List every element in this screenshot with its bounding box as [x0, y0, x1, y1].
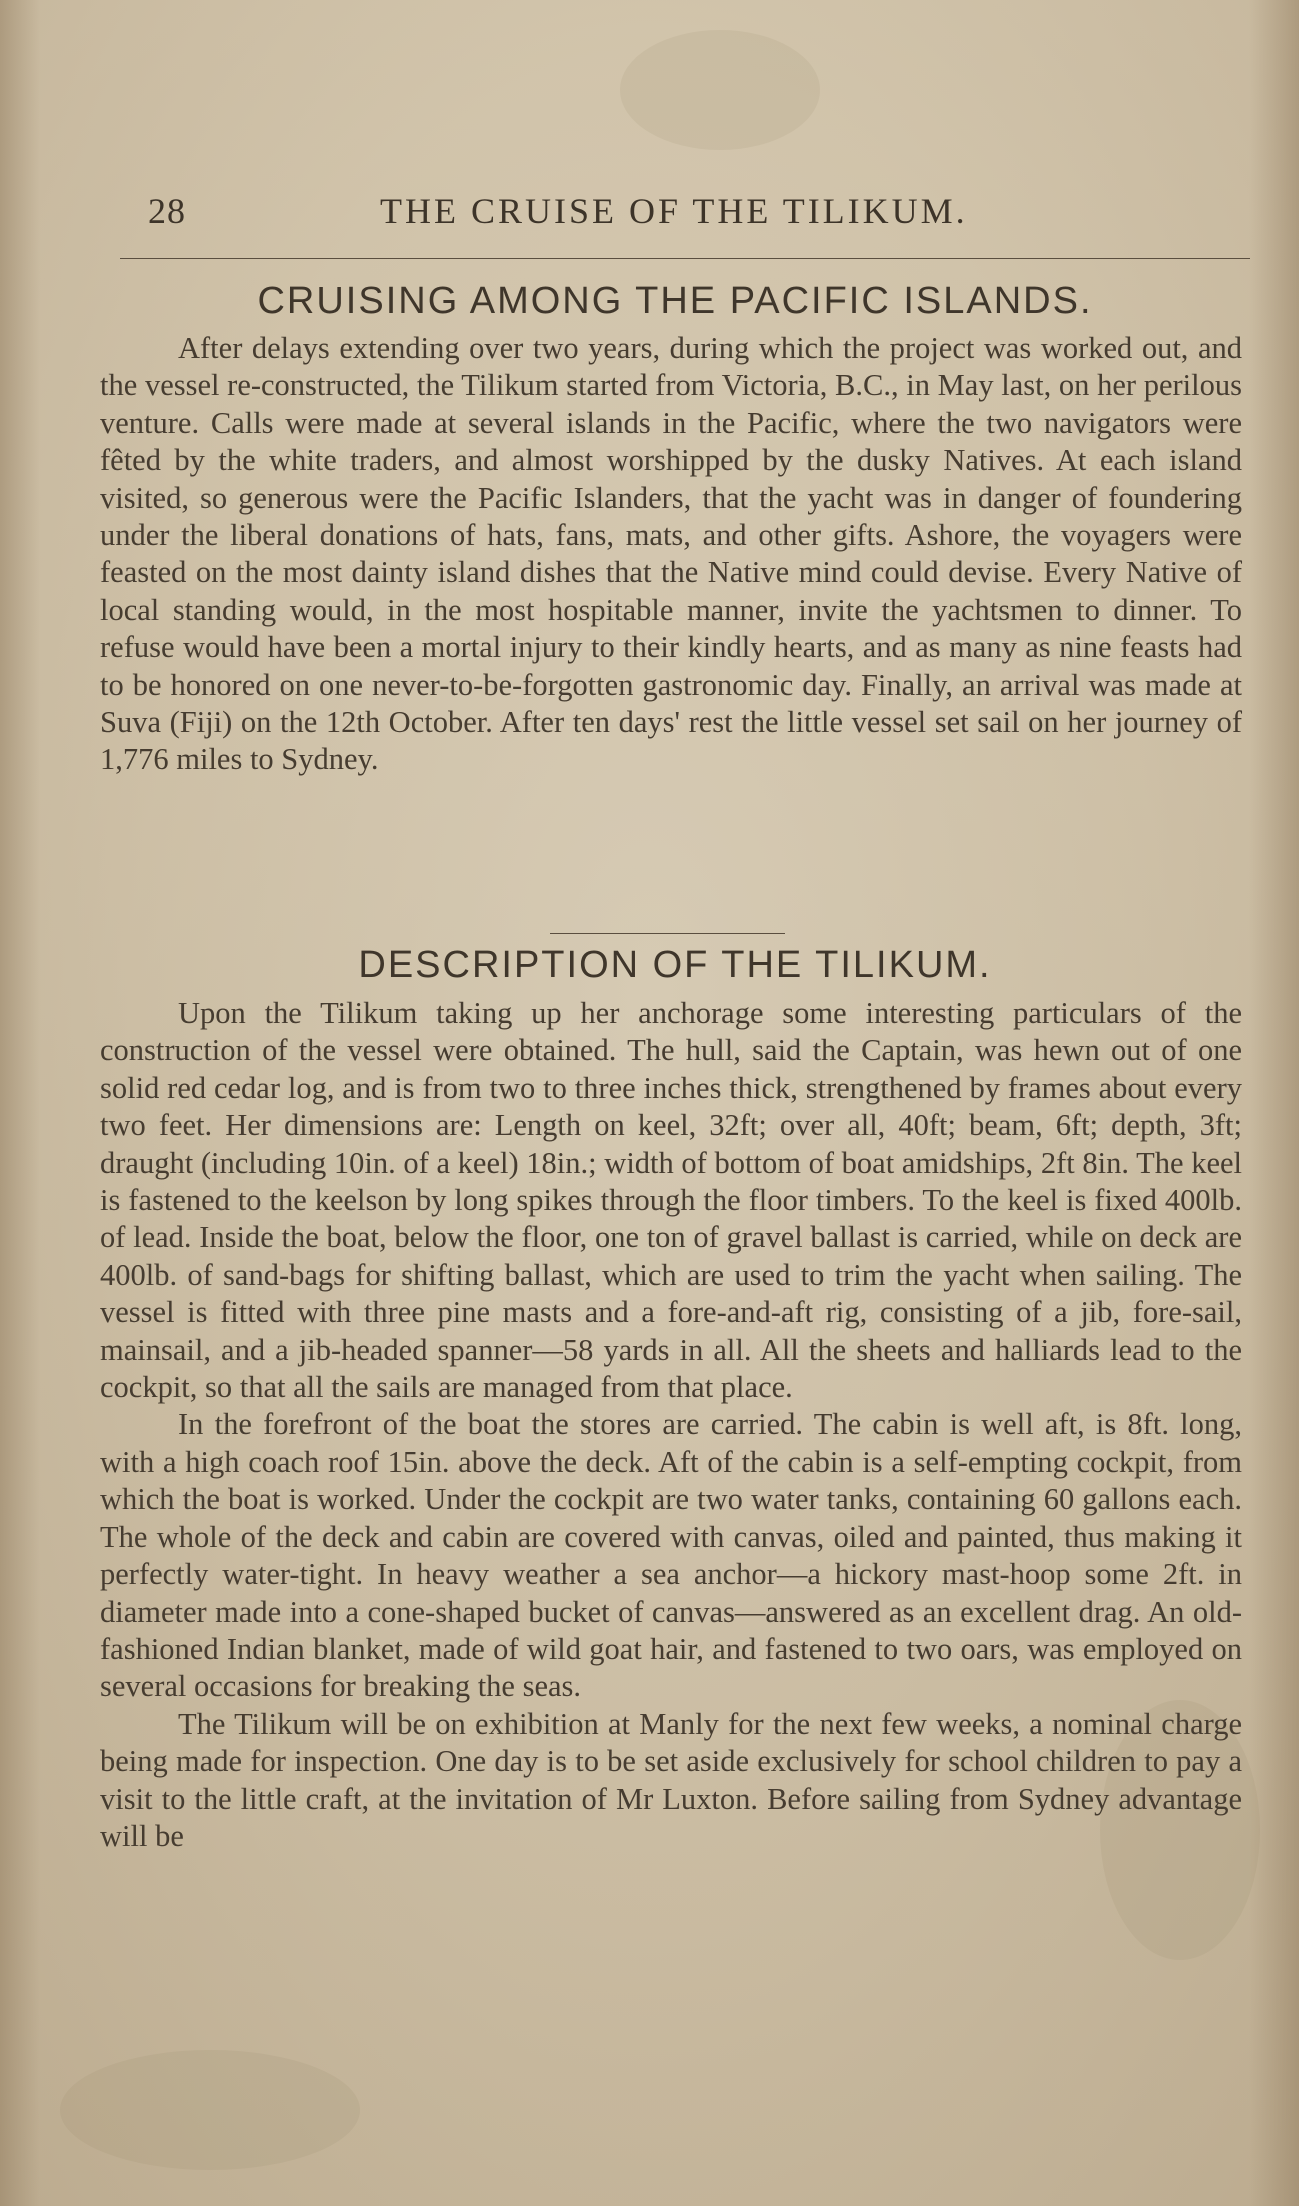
paragraph: Upon the Tilikum taking up her anchorage some interesting particulars of the construction of the vessel were obtained. The hull, said the Captain, was hewn out of one solid red cedar log, and is from two to three inches thick, strengthened by frames about every two feet. Her dimensions are: Length on keel, 32ft; over all, 40ft; beam, 6ft; depth, 3ft; draught (including 10in. of a keel) 18in.; width of bottom of boat amidships, 2ft 8in. The keel is fastened to the keelson by long spikes through the floor timbers. To the keel is fixed 400lb. of lead. Inside the boat, below the floor, one ton of gravel ballast is carried, while on deck are 400lb. of sand-bags for shifting ballast, which are used to trim the yacht when sailing. The vessel is fitted with three pine masts and a fore-and-aft rig, consisting of a jib, fore-sail, mainsail, and a jib-headed spanner—58 yards in all. All the sheets and halliards lead to the cockpit, so that all the sails are managed from that place.	[100, 996, 1242, 1405]
page-edge-left-shadow	[0, 0, 40, 2206]
section-body	[100, 330, 1242, 779]
paragraph: The Tilikum will be on exhibition at Manly for the next few weeks, a nominal charge being made for inspection. One day is to be set aside exclusively for school children to pay a visit to the little craft, at the invitation of Mr Luxton. Before sailing from Sydney advantage will be	[100, 1706, 1242, 1853]
paragraph: In the forefront of the boat the stores are carried. The cabin is well aft, is 8ft. long, with a high coach roof 15in. above the deck. Aft of the cabin is a self-empting cockpit, from which the boat is worked. Under the cockpit are two water tanks, containing 60 gallons each. The whole of the deck and cabin are covered with canvas, oiled and painted, thus making it perfectly water-tight. In heavy weather a sea anchor—a hickory mast-hoop some 2ft. in diameter made into a cone-shaped bucket of canvas—answered as an excellent drag. An old-fashioned Indian blanket, made of wild goat hair, and fastened to two oars, was employed on several occasions for breaking the seas.	[100, 1407, 1242, 1704]
section-divider	[550, 933, 785, 934]
page-number: 28	[148, 191, 186, 231]
running-head: THE CRUISE OF THE TILIKUM.	[380, 191, 968, 231]
paper-stain	[620, 30, 820, 150]
page-edge-right-shadow	[1249, 0, 1299, 2206]
paragraph: After delays extending over two years, during which the project was worked out, and the vessel re-constructed, the Tilikum started from Victoria, B.C., in May last, on her perilous venture. Calls were made at several islands in the Pacific, where the two navigators were fêted by the white traders, and almost worshipped by the dusky Natives. At each island visited, so generous were the Pacific Islanders, that the yacht was in danger of foundering under the liberal donations of hats, fans, mats, and other gifts. Ashore, the voyagers were feasted on the most dainty island dishes that the Native mind could devise. Every Native of local standing would, in the most hospitable manner, invite the yachtsmen to dinner. To refuse would have been a mortal injury to their kindly hearts, and as many as nine feasts had to be honored on one never-to-be-forgotten gastronomic day. Finally, an arrival was made at Suva (Fiji) on the 12th October. After ten days' rest the little vessel set sail on her journey of 1,776 miles to Sydney.	[100, 331, 1242, 777]
section-body	[100, 995, 1242, 1855]
header-divider	[120, 258, 1250, 259]
section-title: CRUISING AMONG THE PACIFIC ISLANDS.	[257, 280, 1093, 322]
section-title: DESCRIPTION OF THE TILIKUM.	[358, 944, 992, 986]
paper-stain	[60, 2050, 360, 2170]
page-header	[140, 190, 1250, 250]
